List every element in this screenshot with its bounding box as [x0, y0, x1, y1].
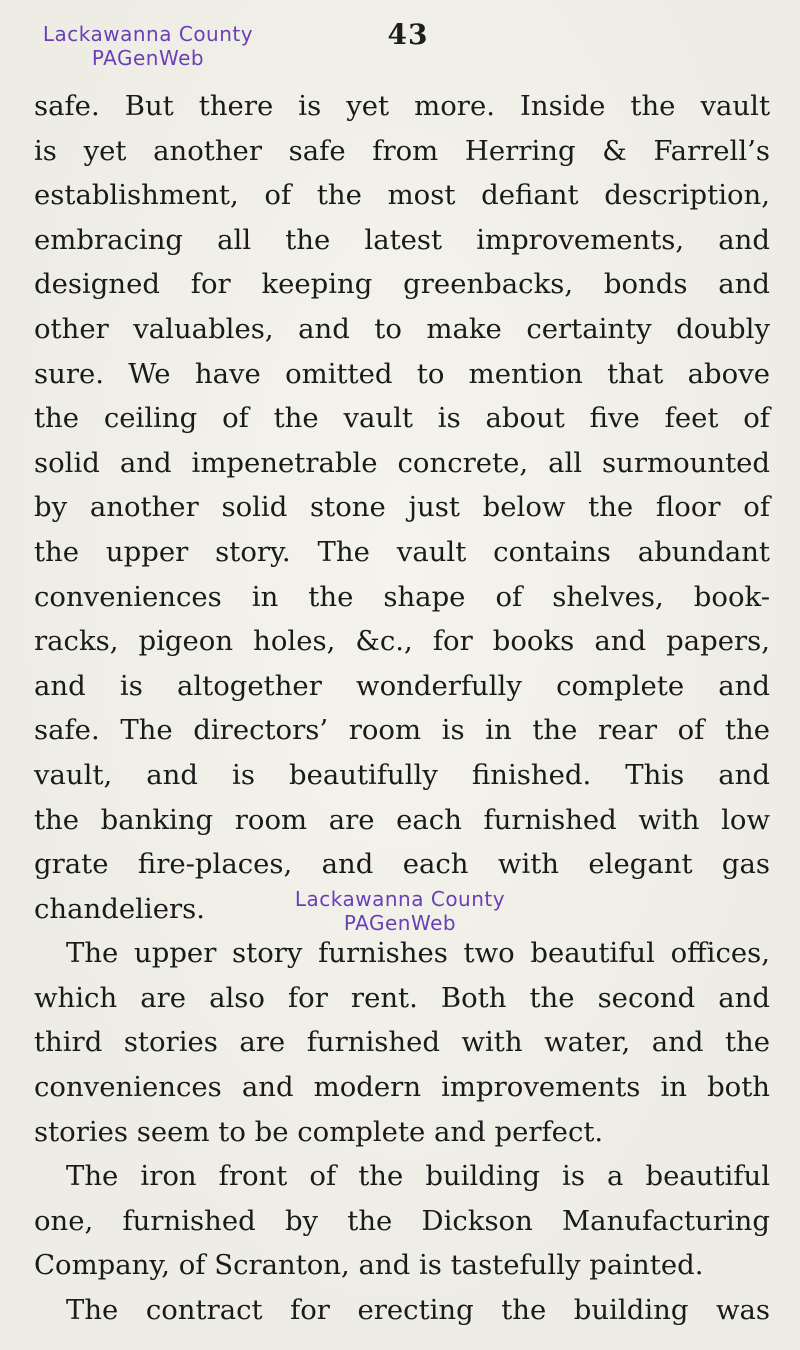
- text-line: racks, pigeon holes, &c., for books and papers,: [34, 625, 770, 658]
- text-line: stories seem to be complete and perfect.: [34, 1115, 604, 1148]
- text-line: the ceiling of the vault is about five feet of: [34, 402, 770, 435]
- watermark-middle: [268, 887, 532, 935]
- text-line: which are also for rent. Both the second and: [34, 981, 770, 1014]
- text-line: conveniences and modern improvements in both: [34, 1071, 770, 1104]
- text-line: chandeliers.: [34, 892, 205, 925]
- text-line: safe. But there is yet more. Inside the vault: [34, 90, 770, 122]
- page-number: 43: [387, 18, 429, 51]
- text-line: designed for keeping greenbacks, bonds and: [34, 268, 770, 301]
- text-line: one, furnished by the Dickson Manufacturing: [34, 1204, 770, 1237]
- watermark-line-1: Lackawanna County: [294, 887, 506, 911]
- text-line: safe. The directors’ room is in the rear of the: [34, 714, 770, 747]
- text-line: vault, and is beautifully finished. This and: [34, 758, 770, 791]
- text-line: grate fire-places, and each with elegant gas: [34, 848, 770, 881]
- text-line: establishment, of the most defiant description,: [34, 179, 770, 212]
- watermark-top: [18, 22, 278, 70]
- text-line: and is altogether wonderfully complete and: [34, 669, 770, 702]
- watermark-line-1: Lackawanna County: [42, 22, 254, 46]
- text-line: Company, of Scranton, and is tastefully painted.: [34, 1249, 704, 1282]
- text-line: The iron front of the building is a beautiful: [66, 1160, 770, 1193]
- text-line: other valuables, and to make certainty doubly: [34, 312, 770, 345]
- text-line: conveniences in the shape of shelves, book-: [34, 580, 770, 613]
- text-line: The upper story furnishes two beautiful offices,: [66, 937, 770, 970]
- text-line: by another solid stone just below the floor of: [34, 491, 770, 524]
- watermark-line-2: PAGenWeb: [91, 46, 205, 70]
- text-line: solid and impenetrable concrete, all surmounted: [34, 446, 770, 479]
- text-line: embracing all the latest improvements, and: [34, 223, 770, 256]
- watermark-line-2: PAGenWeb: [343, 911, 457, 935]
- text-line: the upper story. The vault contains abundant: [34, 535, 770, 568]
- text-line: is yet another safe from Herring & Farrell’s: [34, 134, 770, 167]
- text-line: sure. We have omitted to mention that above: [34, 357, 770, 390]
- text-line: the banking room are each furnished with low: [34, 803, 770, 836]
- text-line: The contract for erecting the building was: [66, 1294, 770, 1327]
- body-text: [34, 84, 770, 1333]
- text-line: third stories are furnished with water, and the: [34, 1026, 770, 1059]
